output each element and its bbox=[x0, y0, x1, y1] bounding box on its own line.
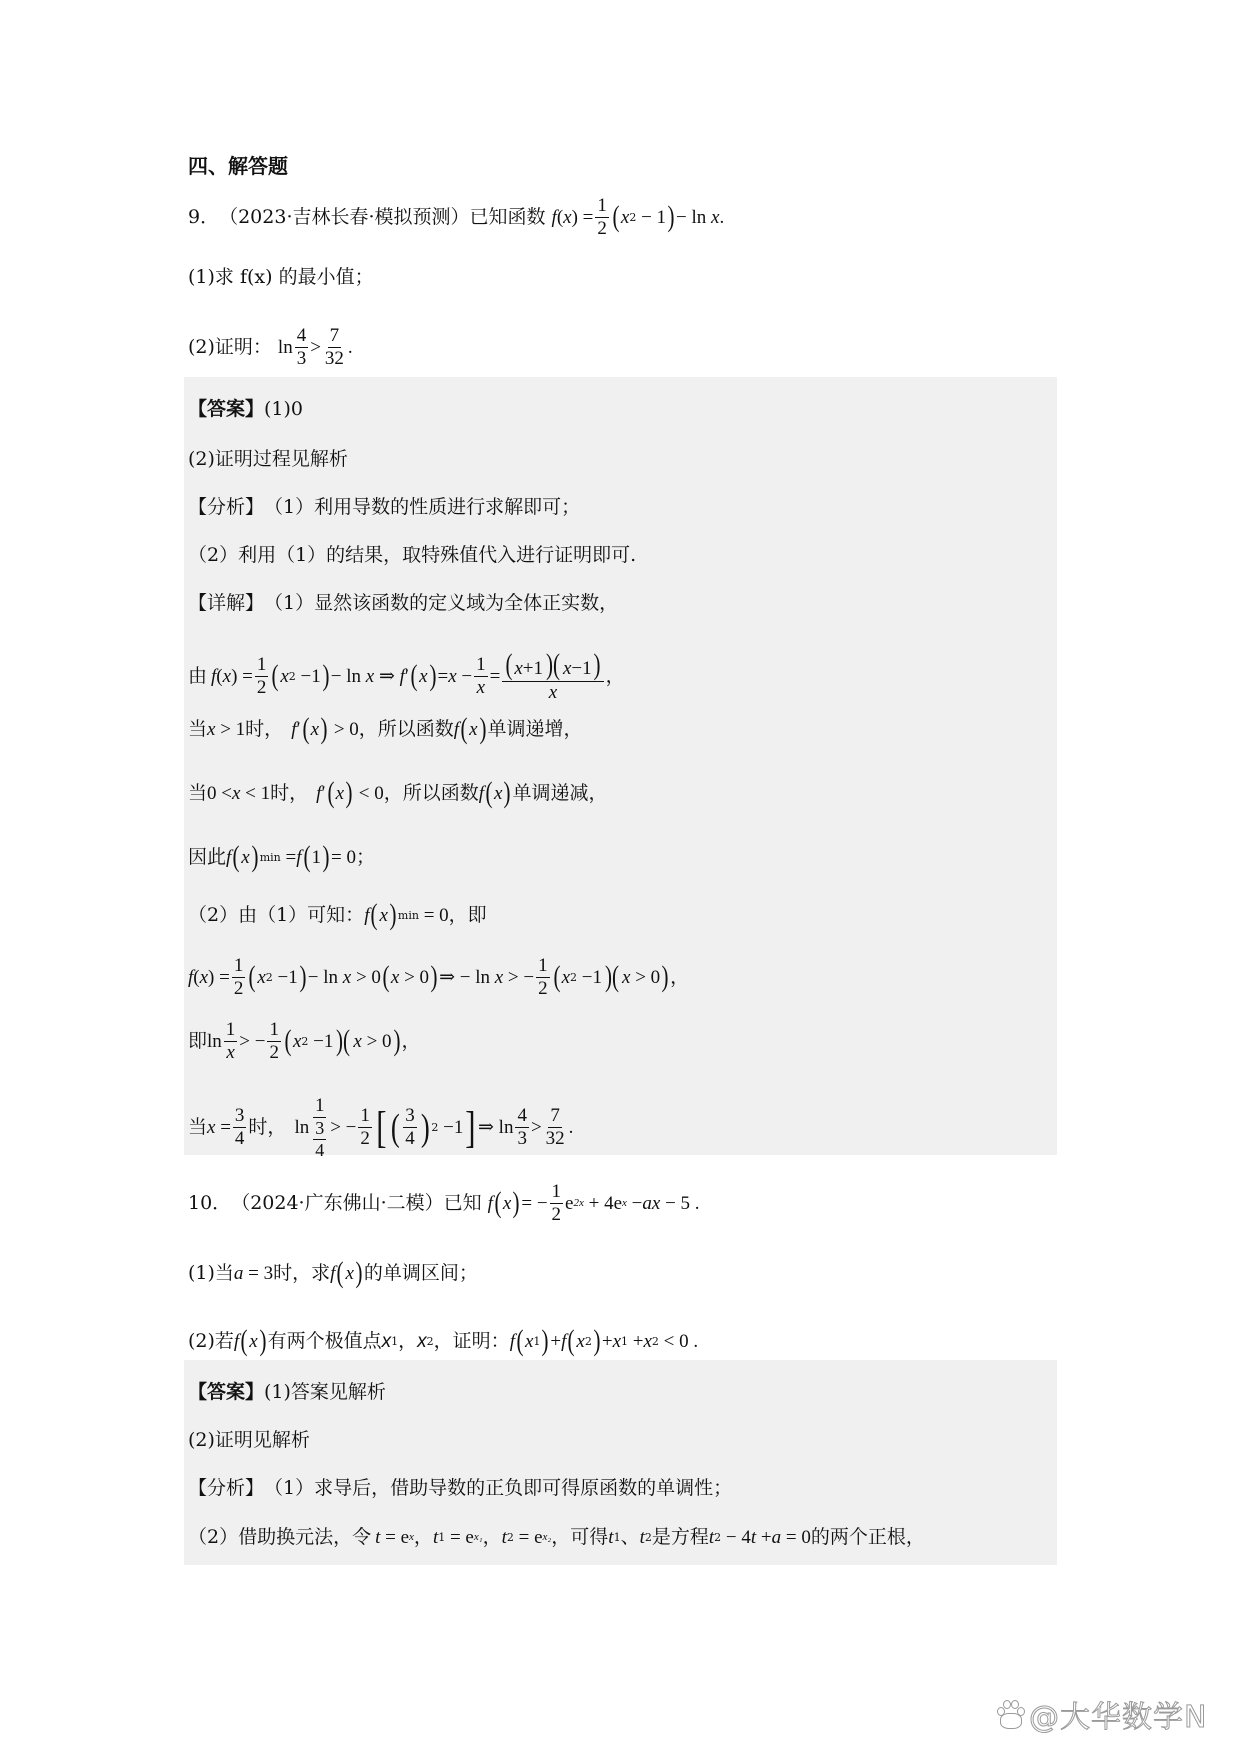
problem-stem-text: 已知 bbox=[443, 1191, 482, 1214]
section-heading bbox=[188, 156, 288, 176]
analysis-line-10-2: （2）借助换元法，令 t = e x ， t 1 = e x₁ ， t 2 = e x₂ ，可得 t 1 、 t 2 是方程 t 2 − 4 t + a = 0 的两个正根， bbox=[188, 1526, 925, 1548]
answer-1: (1)答案见解析 bbox=[264, 1381, 386, 1403]
problem-9-part-2: (2)证明： ln $\frac{4}{3}$ > $\frac{7}{32}$ . bbox=[188, 325, 353, 369]
answer-2: (2)证明过程见解析 bbox=[188, 448, 348, 470]
answer-line-10 bbox=[188, 1383, 386, 1402]
answer-label: 【答案】 bbox=[188, 1381, 265, 1403]
analysis-line-10-1 bbox=[188, 1479, 732, 1498]
watermark-text: @大华数学N bbox=[1029, 1700, 1208, 1735]
baidu-paw-icon bbox=[995, 1699, 1025, 1729]
answer-line bbox=[188, 400, 303, 419]
analysis-line-1 bbox=[188, 498, 580, 517]
problem-source: （2023·吉林长春·模拟预测） bbox=[219, 205, 470, 228]
analysis-1: （1）求导后，借助导数的正负即可得原函数的单调性； bbox=[264, 1477, 733, 1499]
detail-text: （1）显然该函数的定义域为全体正实数， bbox=[264, 592, 619, 614]
problem-10-part-1: (1)当 a = 3 时，求 f ( x ) 的单调区间； bbox=[188, 1256, 478, 1289]
part-2-label: (2)证明： bbox=[188, 335, 272, 358]
problem-stem-text: 已知函数 bbox=[469, 205, 546, 228]
problem-9-stem: 9． （2023·吉林长春·模拟预测） 已知函数 f ( x ) = $\frac{1}{2}$ ( x 2 − 1 ) − ln x . bbox=[188, 195, 725, 239]
problem-10-stem: 10． （2024·广东佛山·二模） 已知 f ( x ) = − $\frac{1}{2}$ e 2x + 4e x − ax − 5 . bbox=[188, 1181, 700, 1225]
answer-1: (1)0 bbox=[264, 398, 304, 420]
answer-2: (2)证明见解析 bbox=[188, 1429, 310, 1451]
answer-label: 【答案】 bbox=[188, 398, 265, 420]
detail-line-1 bbox=[188, 594, 618, 613]
analysis-label: 【分析】 bbox=[188, 1477, 265, 1499]
problem-10-part-2: (2)若 f ( x ) 有两个极值点 x 1 ， x 2 ，证明： f ( x 1 ) + f ( x 2 ) + x 1 + x 2 < 0 . bbox=[188, 1324, 699, 1357]
analysis-2: （2）利用（1）的结果，取特殊值代入进行证明即可. bbox=[188, 544, 637, 566]
detail-line-part2-start: （2）由（1）可知： f ( x ) min = 0 ，即 bbox=[188, 898, 487, 931]
answer-line-2 bbox=[188, 450, 348, 469]
problem-source: （2024·广东佛山·二模） bbox=[231, 1191, 444, 1214]
detail-line-increasing: 当 x > 1 时， f ′ ( x ) > 0 ，所以函数 f ( x ) 单调递增， bbox=[188, 712, 583, 745]
detail-line-derivative: 由 f ( x ) = $\frac{1}{2}$ ( x 2 −1 ) − ln x ⇒ f ′ ( x ) = x − $\frac{1}{x}$ = $\frac{(x+1)( x-1)}{x}$ ， bbox=[188, 648, 625, 703]
analysis-line-2 bbox=[188, 546, 636, 565]
problem-number: 9． bbox=[188, 205, 220, 228]
detail-label: 【详解】 bbox=[188, 592, 265, 614]
answer-line-10-2 bbox=[188, 1431, 310, 1450]
detail-line-substitution: 当 x = $\frac{3}{4}$ 时， ln $\frac{1}{\frac{3}{4}}$ > − $\frac{1}{2}$ [ ( $\frac{3}{4}$ ) 2 −1 ] ⇒ ln $\frac{4}{3}$ > $\frac{7}{32}$ . bbox=[188, 1095, 574, 1160]
analysis-1: （1）利用导数的性质进行求解即可； bbox=[264, 496, 581, 518]
detail-line-inequality: f ( x ) = $\frac{1}{2}$ ( x 2 −1 ) − ln x > 0 ( x > 0 ) ⇒ − ln x > − $\frac{1}{2}$ ( x 2 −1 )( x > 0 ) ， bbox=[188, 955, 690, 999]
detail-line-decreasing: 当 0 < x < 1 时， f ′ ( x ) < 0 ，所以函数 f ( x ) 单调递减， bbox=[188, 776, 608, 809]
section-heading-text: 四、解答题 bbox=[188, 154, 288, 178]
problem-9-part-1 bbox=[188, 268, 374, 287]
function-definition: f bbox=[551, 206, 557, 228]
detail-line-ln-reciprocal: 即 ln $\frac{1}{x}$ > − $\frac{1}{2}$ ( x 2 −1 )( x > 0 ) ， bbox=[188, 1019, 421, 1063]
problem-number: 10． bbox=[188, 1191, 232, 1214]
part-1-text: (1)求 f(x) 的最小值； bbox=[188, 266, 374, 288]
watermark bbox=[995, 1692, 1207, 1736]
analysis-label: 【分析】 bbox=[188, 496, 265, 518]
fraction-one-half: $\frac{1}{2}$ bbox=[597, 195, 607, 239]
detail-line-minimum: 因此 f ( x ) min = f ( 1 ) = 0 ； bbox=[188, 840, 376, 873]
